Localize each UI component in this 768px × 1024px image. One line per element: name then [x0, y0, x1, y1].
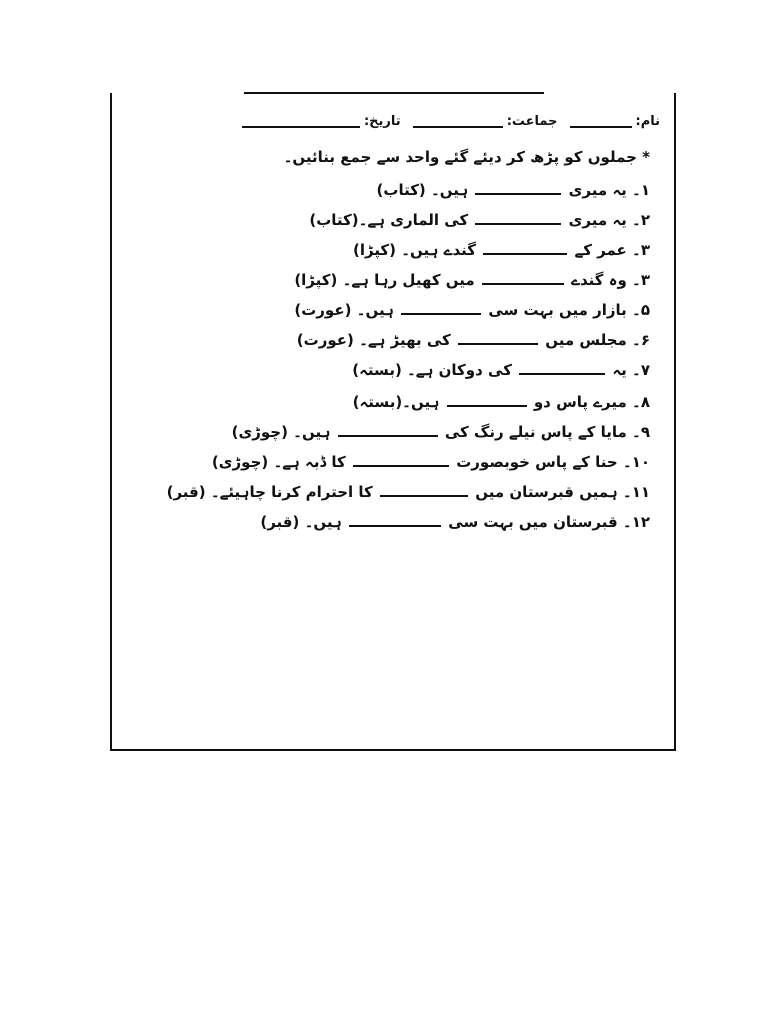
question-text-after: ہیں۔(بستہ)	[352, 393, 440, 411]
question-4	[294, 270, 650, 290]
answer-blank	[458, 331, 538, 345]
question-text-before: حنا کے پاس خوبصورت	[456, 453, 618, 471]
question-number: ۷۔	[632, 361, 650, 379]
question-text-after: کا احترام کرنا چاہیئے۔ (قبر)	[166, 483, 373, 501]
question-5	[294, 300, 650, 320]
question-text-after: کا ڈبہ ہے۔ (چوڑی)	[211, 453, 346, 471]
question-8	[353, 392, 650, 412]
question-text-before: بازار میں بہت سی	[488, 301, 627, 319]
question-text-before: مجلس میں	[545, 331, 627, 349]
answer-blank	[353, 453, 449, 467]
answer-blank	[338, 423, 438, 437]
question-text-before: مایا کے پاس نیلے رنگ کی	[444, 423, 627, 441]
question-text-before: یہ میری	[568, 211, 627, 229]
question-number: ۳۔	[632, 271, 650, 289]
question-text-after: ہیں۔ (عورت)	[294, 301, 394, 319]
question-number: ۸۔	[632, 393, 650, 411]
name-blank	[570, 116, 632, 128]
question-text-before: یہ	[612, 361, 627, 379]
question-text-after: ہیں۔ (قبر)	[260, 513, 342, 531]
question-3	[353, 240, 650, 260]
question-text-after: کی دوکان ہے۔ (بستہ)	[352, 361, 512, 379]
date-label: تاریخ:	[363, 114, 401, 129]
question-text-before: عمر کے	[574, 241, 627, 259]
question-text-before: میرے پاس دو	[533, 393, 627, 411]
question-number: ۶۔	[632, 331, 650, 349]
question-number: ۱۲۔	[622, 513, 650, 531]
question-text-before: یہ میری	[568, 181, 627, 199]
class-blank	[413, 116, 503, 128]
question-11	[167, 482, 650, 502]
question-text-after: گندے ہیں۔ (کپڑا)	[352, 241, 476, 259]
question-text-after: کی بھیڑ ہے۔ (عورت)	[296, 331, 451, 349]
question-number: ۵۔	[632, 301, 650, 319]
question-number: ۲۔	[632, 211, 650, 229]
answer-blank	[447, 393, 527, 407]
question-number: ۳۔	[632, 241, 650, 259]
date-blank	[242, 116, 360, 128]
question-text-after: ہیں۔ (چوڑی)	[231, 423, 331, 441]
question-2	[309, 210, 650, 230]
question-text-after: ہیں۔ (کتاب)	[376, 181, 469, 199]
class-label: جماعت:	[506, 114, 558, 129]
question-text-before: قبرستان میں بہت سی	[448, 513, 618, 531]
answer-blank	[519, 361, 605, 375]
question-text-after: میں کھیل رہا ہے۔ (کپڑا)	[294, 271, 475, 289]
answer-blank	[349, 513, 441, 527]
question-12	[260, 512, 650, 532]
question-text-after: کی الماری ہے۔(کتاب)	[309, 211, 469, 229]
name-label: نام:	[635, 114, 660, 129]
answer-blank	[483, 241, 567, 255]
question-1	[377, 180, 650, 200]
question-number: ۱۱۔	[622, 483, 650, 501]
question-10	[212, 452, 650, 472]
question-number: ۱۰۔	[622, 453, 650, 471]
question-number: ۱۔	[632, 181, 650, 199]
answer-blank	[475, 211, 561, 225]
question-text-before: وہ گندے	[571, 271, 627, 289]
answer-blank	[475, 181, 561, 195]
instruction-text: * جملوں کو پڑھ کر دیئے گئے واحد سے جمع بنائیں۔	[283, 148, 650, 166]
question-text-before: ہمیں قبرستان میں	[475, 483, 618, 501]
question-6	[297, 330, 650, 350]
question-9	[232, 422, 650, 442]
question-7	[352, 360, 650, 380]
student-info-row	[140, 114, 660, 129]
answer-blank	[401, 301, 481, 315]
question-number: ۹۔	[632, 423, 650, 441]
answer-blank	[380, 483, 468, 497]
answer-blank	[482, 271, 564, 285]
